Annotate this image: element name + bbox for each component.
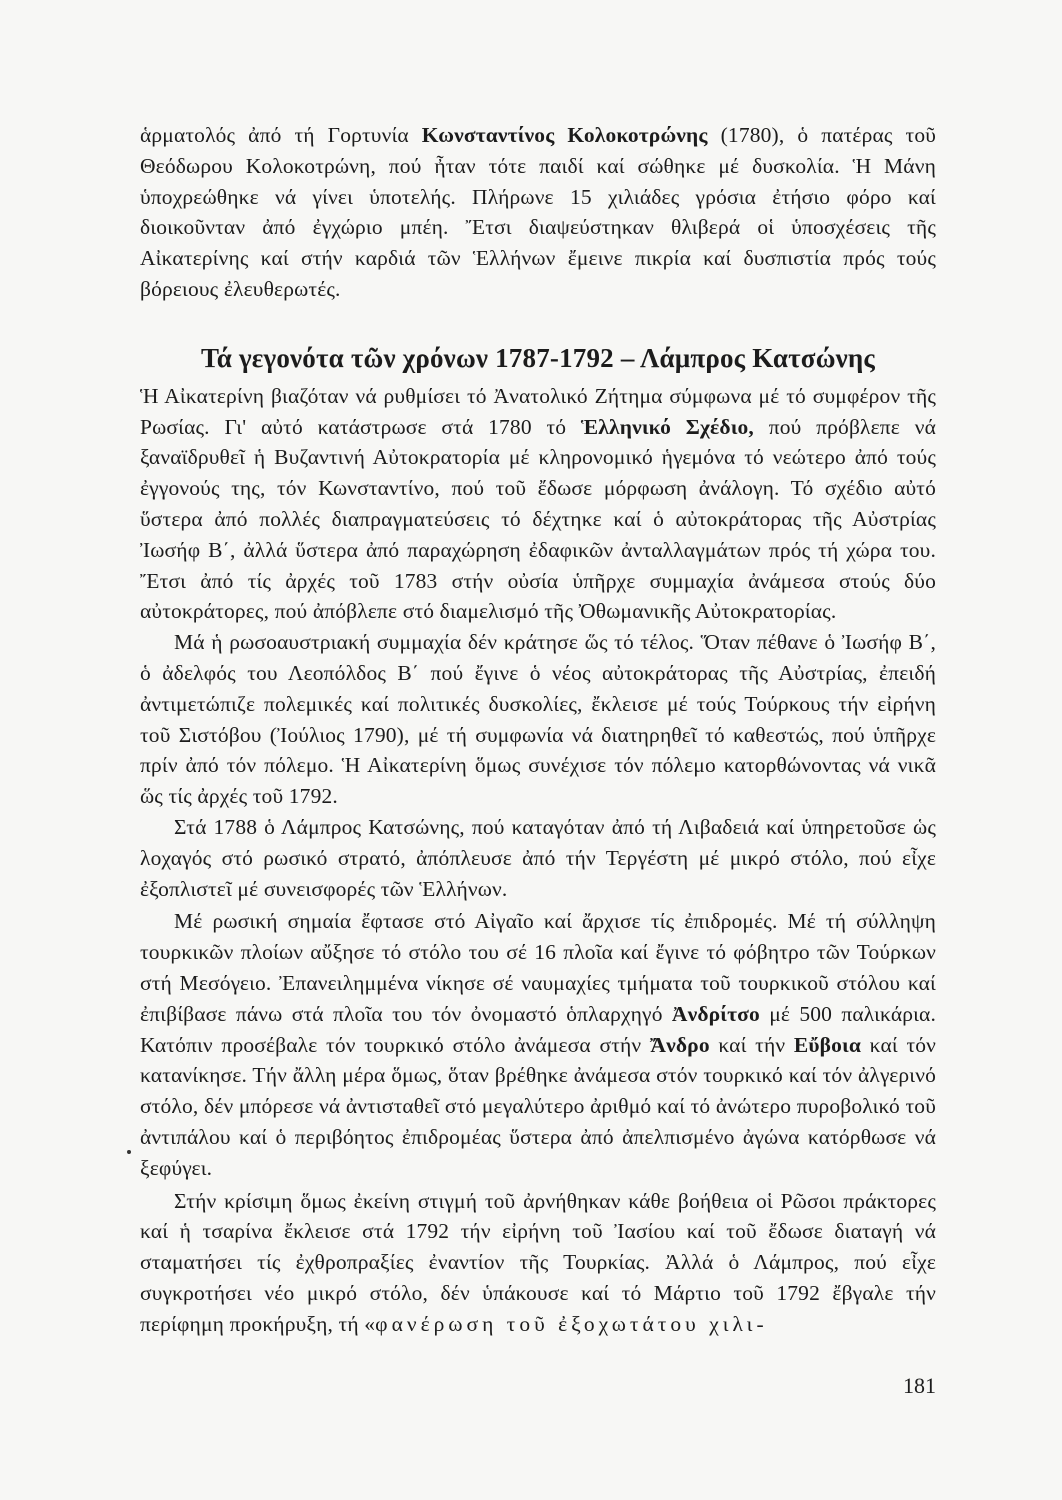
paragraph-5-text-d: καί τόν κατανίκησε. Τήν ἄλλη μέρα ὅμως, ὅταν βρέθηκε ἀνάμεσα στόν τουρκικό καί τόν ἀλγερινό στόλο, δέν μπόρεσε νά ἀντισταθεῖ στό μεγαλύτερο ἀριθμό καί τό ἀνώτερο πυροβολικό τοῦ ἀντιπάλου καί ὁ περιβόητος ἐπιδρομέας ὕστερα ἀπό ἀπελπισμένο ἀγώνα κατόρθωσε νά ξεφύγει.: [140, 1032, 936, 1180]
paragraph-1-text-a: ἁρματολός ἀπό τή Γορτυνία: [140, 123, 422, 147]
paragraph-5: [140, 906, 936, 1183]
place-evia: Εὔβοια: [793, 1032, 862, 1057]
paragraph-1: [140, 120, 936, 305]
section-heading: Τά γεγονότα τῶν χρόνων 1787-1792 – Λάμπρος Κατσώνης: [200, 342, 876, 373]
proclamation-title-spaced: φανέρωση τοῦ ἐξοχωτάτου χιλι-: [375, 1311, 768, 1336]
paragraph-2: [140, 381, 936, 627]
margin-dot: [127, 1150, 131, 1154]
paragraph-5-text-a: Μέ ρωσική σημαία ἔφτασε στό Αἰγαῖο καί ἄρχισε τίς ἐπιδρομές. Μέ τή σύλληψη τουρκικῶν πλοίων αὔξησε τό στόλο του σέ 16 πλοῖα καί ἔγινε τό φόβητρο τῶν Τούρκων στή Μεσόγειο. Ἐπανειλημμένα νίκησε σέ ναυμαχίες τμήματα τοῦ τουρκικοῦ στόλου καί ἐπιβίβασε πάνω στά πλοῖα του τόν ὀνομαστό ὁπλαρχηγό: [140, 909, 936, 1026]
name-konstantinos-kolokotronis: Κωνσταντίνος Κολοκοτρώνης: [421, 123, 708, 147]
place-andros: Ἄνδρο: [649, 1032, 710, 1057]
paragraph-4: Στά 1788 ὁ Λάμπρος Κατσώνης, πού καταγόταν ἀπό τή Λιβαδειά καί ὑπηρετοῦσε ὡς λοχαγός στό ρωσικό στρατό, ἀπόπλευσε ἀπό τήν Τεργέστη μέ μικρό στόλο, πού εἶχε ἐξοπλιστεῖ μέ συνεισφορές τῶν Ἑλλήνων.: [140, 814, 936, 901]
paragraph-6-text-a: Στήν κρίσιμη ὅμως ἐκείνη στιγμή τοῦ ἀρνήθηκαν κάθε βοήθεια οἱ Ρῶσοι πράκτορες καί ἡ τσαρίνα ἔκλεισε στά 1792 τήν εἰρήνη τοῦ Ἰασίου καί τοῦ ἔδωσε διαταγή νά σταματήσει τίς ἐχθροπραξίες ἐναντίον τῆς Τουρκίας. Ἀλλά ὁ Λάμπρος, πού εἶχε συγκροτήσει νέο μικρό στόλο, δέν ὑπάκουσε καί τό Μάρτιο τοῦ 1792 ἔβγαλε τήν περίφημη προκήρυξη, τή «: [140, 1188, 936, 1336]
paragraph-5-text-c: καί τήν: [709, 1032, 794, 1057]
term-greek-plan: Ἑλληνικό Σχέδιο,: [580, 414, 754, 439]
paragraph-5-text-b: μέ 500 παλικάρια. Κατόπιν προσέβαλε τόν τουρκικό στόλο ἀνάμεσα στήν: [140, 1001, 936, 1057]
page-body: [140, 120, 936, 1450]
name-andritsos: Ἀνδρίτσο: [671, 1001, 760, 1026]
paragraph-3: Μά ἡ ρωσοαυστριακή συμμαχία δέν κράτησε ὥς τό τέλος. Ὅταν πέθανε ὁ Ἰωσήφ Β΄, ὁ ἀδελφός του Λεοπόλδος Β΄ πού ἔγινε ὁ νέος αὐτοκράτορας τῆς Αὐστρίας, ἐπειδή ἀντιμετώπιζε πολεμικές καί πολιτικές δυσκολίες, ἔκλεισε μέ τούς Τούρκους τήν εἰρήνη τοῦ Σιστόβου (Ἰούλιος 1790), μέ τή συμφωνία νά διατηρηθεῖ τό καθεστώς, πού ὑπῆρχε πρίν ἀπό τόν πόλεμο. Ἡ Αἰκατερίνη ὅμως συνέχισε τόν πόλεμο κατορθώνοντας νά νικᾶ ὥς τίς ἀρχές τοῦ 1792.: [140, 630, 936, 809]
page-number: 181: [903, 1373, 936, 1398]
paragraph-2-text-a: Ἡ Αἰκατερίνη βιαζόταν νά ρυθμίσει τό Ἀνατολικό Ζήτημα σύμφωνα μέ τό συμφέρον τῆς Ρωσίας. Γι' αὐτό κατάστρωσε στά 1780 τό: [140, 383, 936, 439]
paragraph-2-text-b: πού πρόβλεπε νά ξαναϊδρυθεῖ ἡ Βυζαντινή Αὐτοκρατορία μέ κληρονομικό ἡγεμόνα τό νεώτερο ἀπό τούς ἐγγονούς της, τόν Κωνσταντίνο, πού τοῦ ἔδωσε μόρφωση ἀνάλογη. Τό σχέδιο αὐτό ὕστερα ἀπό πολλές διαπραγματεύσεις τό δέχτηκε καί ὁ αὐτοκράτορας τῆς Αὐστρίας Ἰωσήφ Β΄, ἀλλά ὕστερα ἀπό παραχώρηση ἐδαφικῶν ἀνταλλαγμάτων πρός τή χώρα του. Ἔτσι ἀπό τίς ἀρχές τοῦ 1783 στήν οὐσία ὑπῆρχε συμμαχία ἀνάμεσα στούς δύο αὐτοκράτορες, πού ἀπόβλεπε στό διαμελισμό τῆς Ὀθωμανικῆς Αὐτοκρατορίας.: [140, 414, 937, 624]
paragraph-6: [140, 1186, 936, 1340]
paragraph-1-text-b: (1780), ὁ πατέρας τοῦ Θεόδωρου Κολοκοτρώνη, πού ἦταν τότε παιδί καί σώθηκε μέ δυσκολία. Ἡ Μάνη ὑποχρεώθηκε νά γίνει ὑποτελής. Πλήρωνε 15 χιλιάδες γρόσια ἐτήσιο φόρο καί διοικοῦνταν ἀπό ἐγχώριο μπέη. Ἔτσι διαψεύστηκαν θλιβερά οἱ ὑποσχέσεις τῆς Αἰκατερίνης καί στήν καρδιά τῶν Ἑλλήνων ἔμεινε πικρία καί δυσπιστία πρός τούς βόρειους ἐλευθερωτές.: [140, 123, 937, 301]
